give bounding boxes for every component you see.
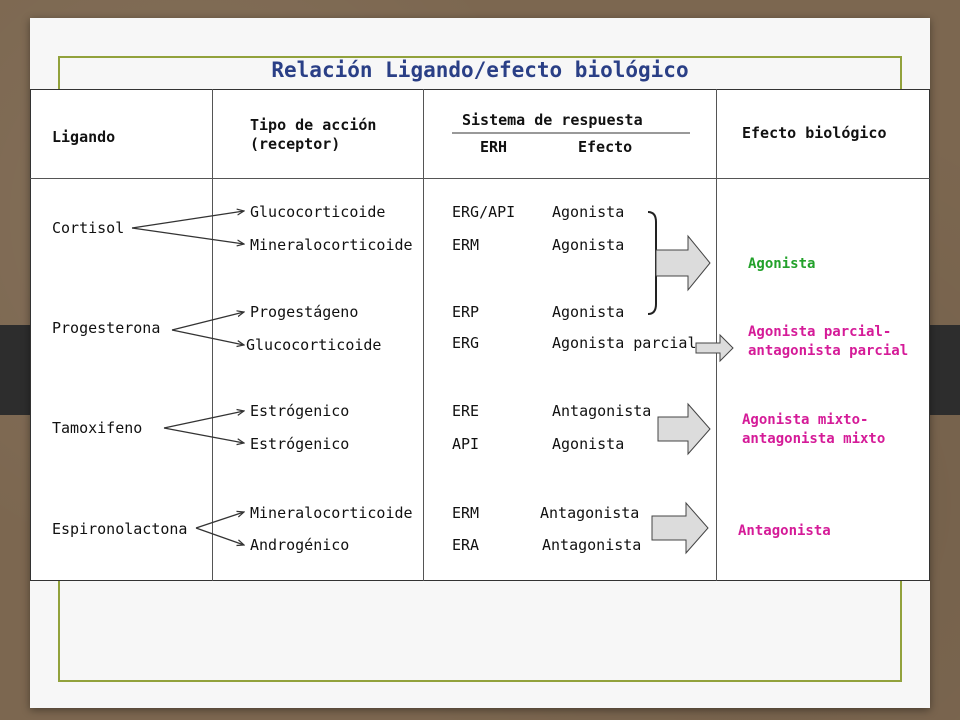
header-tipo-line1: Tipo de acción <box>250 116 377 134</box>
block-arrows <box>652 236 733 553</box>
erh-value: ERE <box>452 402 480 420</box>
erh-value: ERG/API <box>452 203 516 221</box>
effect-value: Agonista parcial <box>552 334 697 352</box>
block-arrow-icon <box>652 503 708 553</box>
effect-value: Agonista <box>552 236 625 254</box>
bio-effect-parcial: Agonista parcial- <box>748 324 892 340</box>
arrow-icon <box>164 428 244 443</box>
ligand-name: Progesterona <box>52 319 161 337</box>
bio-effect-mixto: antagonista mixto <box>742 431 886 447</box>
erh-value: API <box>452 435 480 453</box>
erh-value: ERP <box>452 303 480 321</box>
effect-value: Antagonista <box>552 402 652 420</box>
arrow-icon <box>164 411 244 428</box>
block-arrow-icon <box>656 236 710 290</box>
header-erh: ERH <box>480 138 508 156</box>
branch-arrows <box>132 211 244 545</box>
header-tipo-line2: (receptor) <box>250 135 341 153</box>
ligand-name: Cortisol <box>52 219 125 237</box>
block-arrow-icon <box>696 335 733 361</box>
bio-effect-parcial: antagonista parcial <box>748 343 909 359</box>
block-arrow-icon <box>658 404 710 454</box>
arrow-icon <box>196 512 244 528</box>
slide-title: Relación Ligando/efecto biológico <box>271 58 689 82</box>
receptor-type: Mineralocorticoide <box>250 236 413 254</box>
bio-effect-mixto: Agonista mixto- <box>742 412 869 428</box>
ligand-name: Tamoxifeno <box>52 419 143 437</box>
bio-effect-antagonista: Antagonista <box>738 523 831 539</box>
bio-effect-agonista: Agonista <box>748 256 816 272</box>
header-ligando: Ligando <box>52 128 116 146</box>
effect-value: Agonista <box>552 435 625 453</box>
arrow-icon <box>172 312 244 330</box>
effect-value: Agonista <box>552 303 625 321</box>
arrow-icon <box>172 330 244 345</box>
receptor-type: Glucocorticoide <box>246 336 382 354</box>
arrow-icon <box>132 211 244 228</box>
receptor-type: Androgénico <box>250 536 350 554</box>
effect-value: Antagonista <box>540 504 640 522</box>
effect-value: Antagonista <box>542 536 642 554</box>
receptor-type: Glucocorticoide <box>250 203 386 221</box>
receptor-type: Mineralocorticoide <box>250 504 413 522</box>
ligand-name: Espironolactona <box>52 520 188 538</box>
receptor-type: Estrógenico <box>250 402 350 420</box>
header-efecto: Efecto <box>578 138 633 156</box>
receptor-type: Estrógenico <box>250 435 350 453</box>
arrow-icon <box>132 228 244 244</box>
receptor-type: Progestágeno <box>250 303 359 321</box>
effect-value: Agonista <box>552 203 625 221</box>
header-sistema: Sistema de respuesta <box>462 111 643 129</box>
erh-value: ERG <box>452 334 480 352</box>
erh-value: ERM <box>452 236 480 254</box>
erh-value: ERM <box>452 504 480 522</box>
arrow-icon <box>196 528 244 545</box>
bracket-icon <box>648 212 656 314</box>
header-efecto-biologico: Efecto biológico <box>742 124 887 142</box>
erh-value: ERA <box>452 536 480 554</box>
